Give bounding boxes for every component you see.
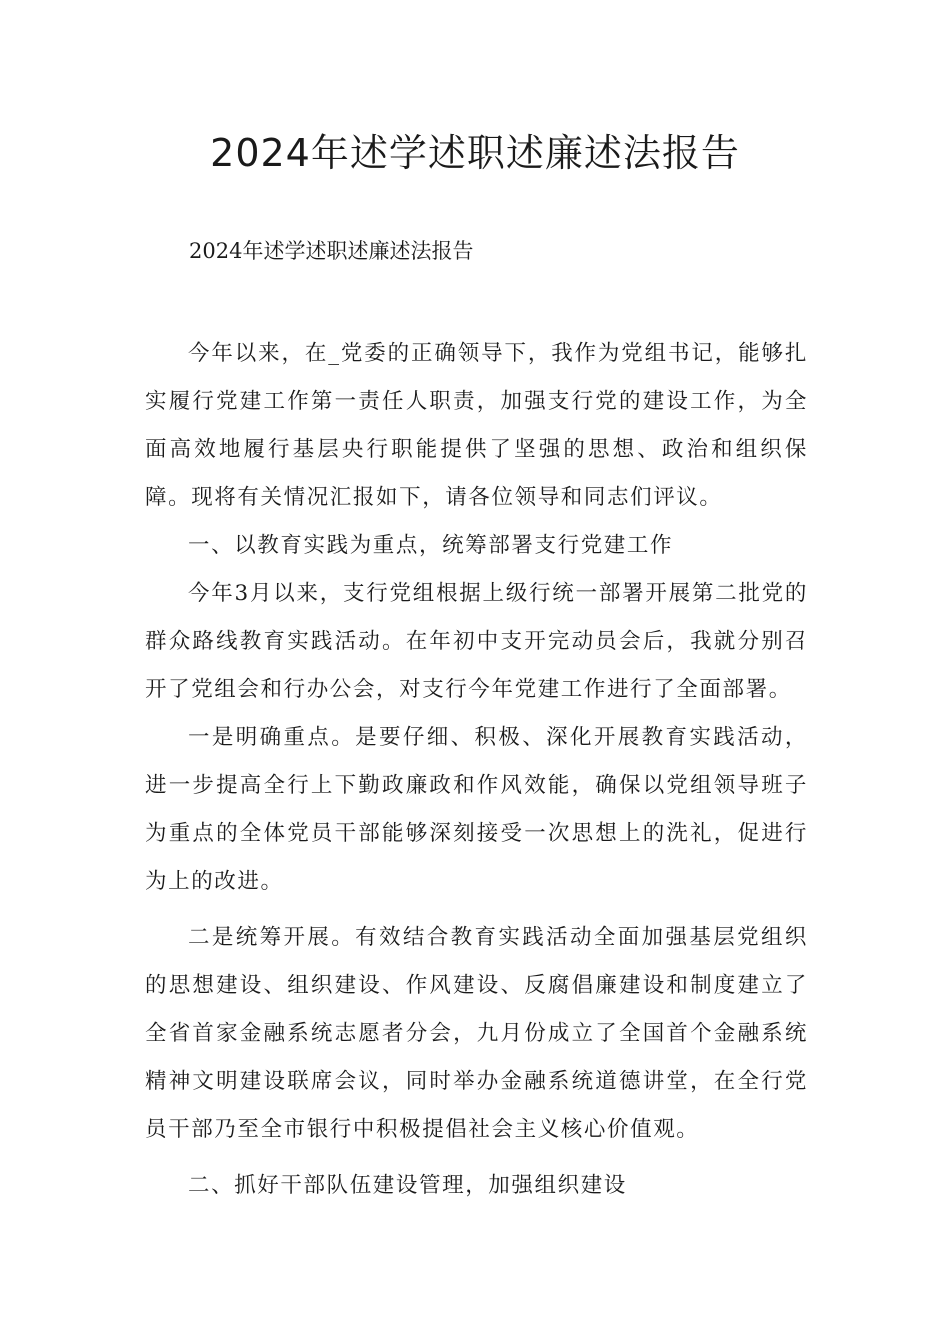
section-heading-1: 一、以教育实践为重点，统筹部署支行党建工作 [188,533,674,558]
section-heading-2: 二、抓好干部队伍建设管理，加强组织建设 [188,1173,627,1198]
paragraph-intro: 今年以来，在_党委的正确领导下，我作为党组书记，能够扎实履行党建工作第一责任人职责，加强支行党的建设工作，为全面高效地履行基层央行职能提供了坚强的思想、政治和组织保障。现将有关情况汇报如下，请各位领导和同志们评议。 [145,341,808,510]
document-body [145,330,808,1210]
document-title: 2024年述学述职述廉述法报告 [210,131,740,175]
document-subtitle: 2024年述学述职述廉述法报告 [189,239,474,263]
paragraph-point-1: 一是明确重点。是要仔细、积极、深化开展教育实践活动，进一步提高全行上下勤政廉政和作风效能，确保以党组领导班子为重点的全体党员干部能够深刻接受一次思想上的洗礼，促进行为上的改进。 [145,725,808,894]
paragraph-march: 今年3月以来，支行党组根据上级行统一部署开展第二批党的群众路线教育实践活动。在年初中支开完动员会后，我就分别召开了党组会和行办公会，对支行今年党建工作进行了全面部署。 [145,581,808,702]
paragraph-point-2: 二是统筹开展。有效结合教育实践活动全面加强基层党组织的思想建设、组织建设、作风建设、反腐倡廉建设和制度建立了全省首家金融系统志愿者分会，九月份成立了全国首个金融系统精神文明建设联席会议，同时举办金融系统道德讲堂，在全行党员干部乃至全市银行中积极提倡社会主义核心价值观。 [145,925,808,1142]
